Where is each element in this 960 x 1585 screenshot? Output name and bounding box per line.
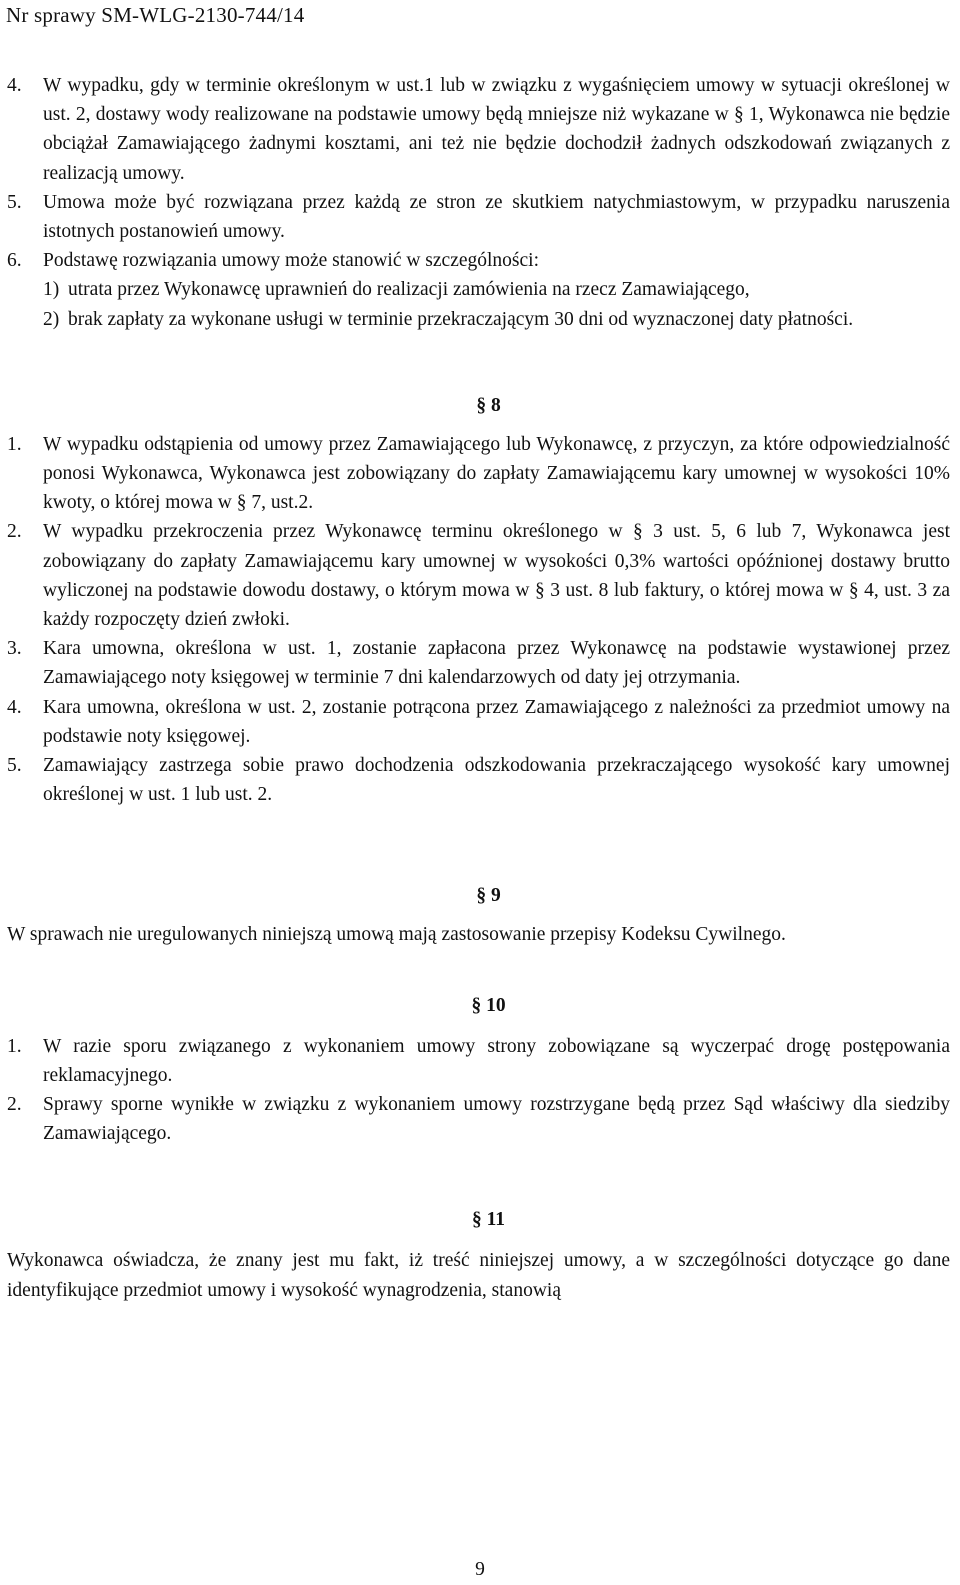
item-text: Umowa może być rozwiązana przez każdą ze stron ze skutkiem natychmiastowym, w przypadku naruszenia istotnych postanowień umowy. <box>43 191 950 243</box>
list-item <box>7 1090 950 1148</box>
item-number: 5. <box>7 755 22 777</box>
item-number: 3. <box>7 638 22 660</box>
item-number: 5. <box>7 191 22 213</box>
list-item <box>7 751 950 809</box>
item-number: 4. <box>7 75 22 96</box>
item-number: 1. <box>7 1035 22 1057</box>
item-text: Sprawy sporne wynikłe w związku z wykonaniem umowy rozstrzygane będą przez Sąd właściwy dla siedziby Zamawiającego. <box>43 1094 950 1145</box>
item-text: Zamawiający zastrzega sobie prawo dochodzenia odszkodowania przekraczającego wysokość kary umownej określonej w ust. 1 lub ust. 2. <box>43 755 950 806</box>
item-text: W wypadku, gdy w terminie określonym w ust.1 lub w związku z wygaśnięciem umowy w sytuacji określonej w ust. 2, dostawy wody realizowane na podstawie umowy będą mniejsze niż wykazane w § 1, Wykonawca nie będzie obciążał Zamawiającego żadnymi kosztami, ani też nie będzie dochodził żadnych odszkodowań związanych z realizacją umowy. <box>43 75 950 184</box>
section-heading-9: § 9 <box>476 885 501 907</box>
item-text: Kara umowna, określona w ust. 1, zostanie zapłacona przez Wykonawcę na podstawie wystawionej przez Zamawiającego noty księgowej w terminie 7 dni kalendarzowych od daty jej otrzymania. <box>43 638 950 689</box>
section-heading-11: § 11 <box>471 1209 506 1231</box>
sub-item <box>43 305 950 334</box>
item-number: 6. <box>7 250 22 272</box>
item-text: W wypadku przekroczenia przez Wykonawcę terminu określonego w § 3 ust. 5, 6 lub 7, Wykonawca jest zobowiązany do zapłaty Zamawiającemu kary umownej w wysokości 0,3% wartości opóźnionej dostawy brutto wyliczonej na podstawie dowodu dostawy, o którym mowa w § 3 ust. 8 lub faktury, o której mowa w § 4, ust. 3 za każdy rozpoczęty dzień zwłoki. <box>43 521 950 631</box>
item-number: 4. <box>7 696 22 718</box>
sub-item-number: 2) <box>43 308 60 330</box>
item-number: 2. <box>7 1094 22 1116</box>
item-text: W razie sporu związanego z wykonaniem umowy strony zobowiązane są wyczerpać drogę postępowania reklamacyjnego. <box>43 1035 950 1086</box>
section-heading-8: § 8 <box>476 394 501 416</box>
list-item <box>7 430 950 518</box>
list-item <box>7 634 950 692</box>
paragraph: W sprawach nie uregulowanych niniejszą umową mają zastosowanie przepisy Kodeksu Cywilnego. <box>7 924 786 946</box>
paragraph: Wykonawca oświadcza, że znany jest mu fakt, iż treść niniejszej umowy, a w szczególności dotyczące go dane identyfikujące przedmiot umowy i wysokość wynagrodzenia, stanowią <box>7 1250 950 1301</box>
item-text: Kara umowna, określona w ust. 2, zostanie potrącona przez Zamawiającego z należności za przedmiot umowy na podstawie noty księgowej. <box>43 696 950 747</box>
sub-item <box>43 275 950 304</box>
list-item <box>7 1032 950 1090</box>
item-number: 1. <box>7 433 22 455</box>
sub-item-text: utrata przez Wykonawcę uprawnień do realizacji zamówienia na rzecz Zamawiającego, <box>68 279 750 301</box>
list-item <box>7 517 950 634</box>
list-item <box>7 693 950 751</box>
sub-item-text: brak zapłaty za wykonane usługi w terminie przekraczającym 30 dni od wyznaczonej daty płatności. <box>68 308 854 330</box>
case-number-header: Nr sprawy SM-WLG-2130-744/14 <box>6 3 305 27</box>
item-text: Podstawę rozwiązania umowy może stanowić w szczególności: <box>43 250 540 272</box>
item-number: 2. <box>7 521 22 543</box>
item-text: W wypadku odstąpienia od umowy przez Zamawiającego lub Wykonawcę, z przyczyn, za które odpowiedzialność ponosi Wykonawca, Wykonawca jest zobowiązany do zapłaty Zamawiającemu kary umownej w wysokości 10% kwoty, o której mowa w § 7, ust.2. <box>43 433 950 514</box>
section-heading-10: § 10 <box>471 994 506 1016</box>
sub-item-number: 1) <box>43 279 60 301</box>
page-number: 9 <box>475 1559 485 1580</box>
list-item <box>7 188 950 246</box>
list-item <box>7 71 950 188</box>
item-body <box>43 246 950 334</box>
list-item <box>7 246 950 334</box>
document-body <box>7 71 950 1305</box>
